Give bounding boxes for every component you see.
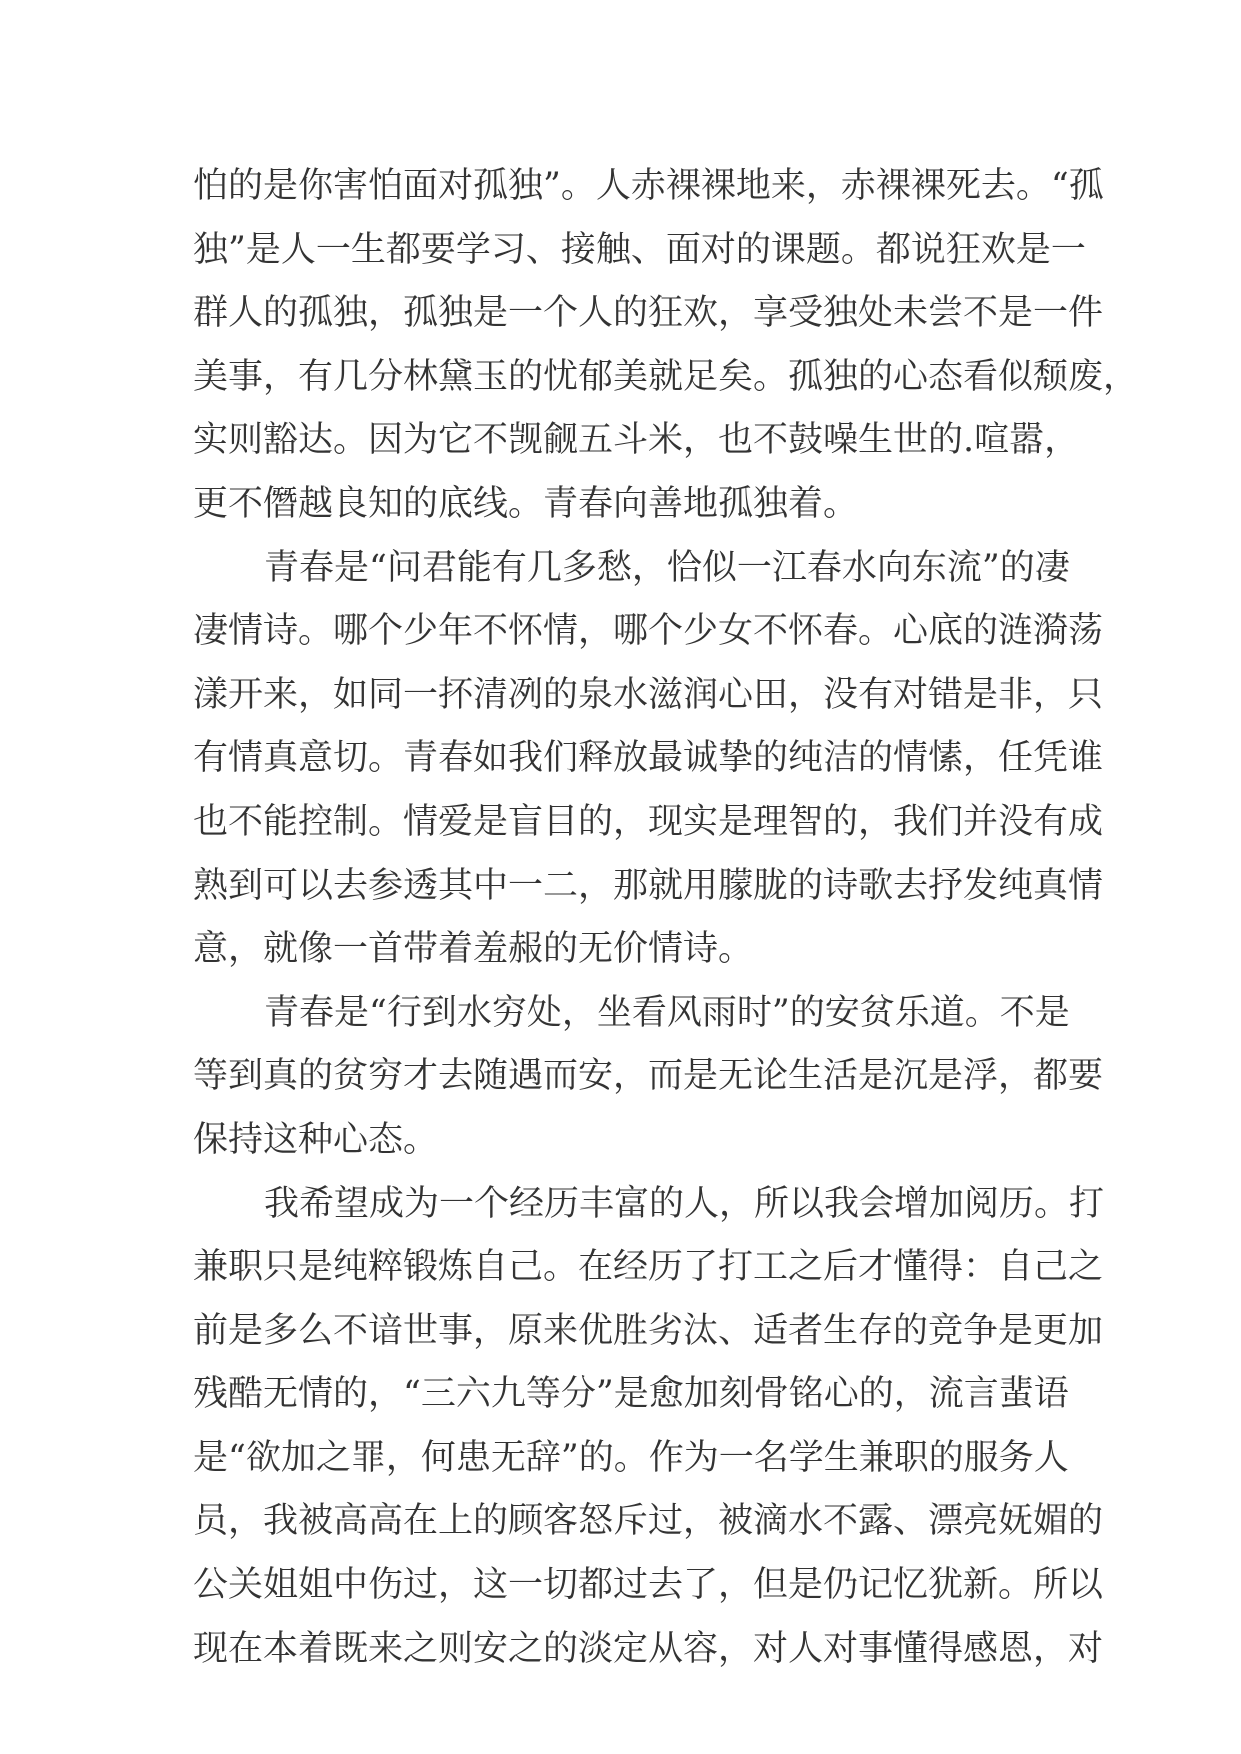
body-text [193,155,1139,1681]
text-line: 是“欲加之罪，何患无辞”的。作为一名学生兼职的服务人 [193,1437,1069,1478]
text-line: 也不能控制。情爱是盲目的，现实是理智的，我们并没有成 [193,801,1104,842]
text-line: 美事，有几分林黛玉的忧郁美就足矣。孤独的心态看似颓废， [193,356,1139,397]
text-line: 员，我被高高在上的顾客怒斥过，被滴水不露、漂亮妩媚的 [193,1501,1104,1542]
paragraph-first-line: 青春是“问君能有几多愁，恰似一江春水向东流”的凄 [264,547,1070,588]
text-line: 独”是人一生都要学习、接触、面对的课题。都说狂欢是一 [193,229,1086,270]
text-line: 保持这种心态。 [193,1119,439,1160]
text-line: 公关姐姐中伤过，这一切都过去了，但是仍记忆犹新。所以 [193,1565,1104,1606]
text-line: 凄情诗。哪个少年不怀情，哪个少女不怀春。心底的涟漪荡 [193,611,1104,652]
paragraph-first-line: 我希望成为一个经历丰富的人，所以我会增加阅历。打 [264,1183,1105,1224]
text-line: 怕的是你害怕面对孤独”。人赤裸裸地来，赤裸裸死去。“孤 [193,166,1104,206]
text-line: 更不僭越良知的底线。青春向善地孤独着。 [193,483,859,524]
paragraph-first-line: 青春是“行到水穷处，坐看风雨时”的安贫乐道。不是 [264,992,1070,1033]
text-line: 等到真的贫穷才去随遇而安，而是无论生活是沉是浮，都要 [193,1056,1104,1097]
text-line: 漾开来，如同一抔清冽的泉水滋润心田，没有对错是非，只 [193,674,1104,715]
text-line: 前是多么不谙世事，原来优胜劣汰、适者生存的竞争是更加 [193,1310,1104,1351]
text-line: 熟到可以去参透其中一二，那就用朦胧的诗歌去抒发纯真情 [193,865,1104,906]
text-line: 实则豁达。因为它不觊觎五斗米，也不鼓噪生世的.喧嚣， [193,420,1080,461]
text-line: 兼职只是纯粹锻炼自己。在经历了打工之后才懂得：自己之 [193,1247,1104,1288]
text-line: 有情真意切。青春如我们释放最诚挚的纯洁的情愫，任凭谁 [193,738,1104,779]
text-line: 现在本着既来之则安之的淡定从容，对人对事懂得感恩，对 [193,1628,1104,1669]
text-line: 残酷无情的，“三六九等分”是愈加刻骨铭心的，流言蜚语 [193,1374,1069,1415]
text-line: 群人的孤独，孤独是一个人的狂欢，享受独处未尝不是一件 [193,293,1104,334]
text-line: 意，就像一首带着羞赧的无价情诗。 [193,929,754,970]
